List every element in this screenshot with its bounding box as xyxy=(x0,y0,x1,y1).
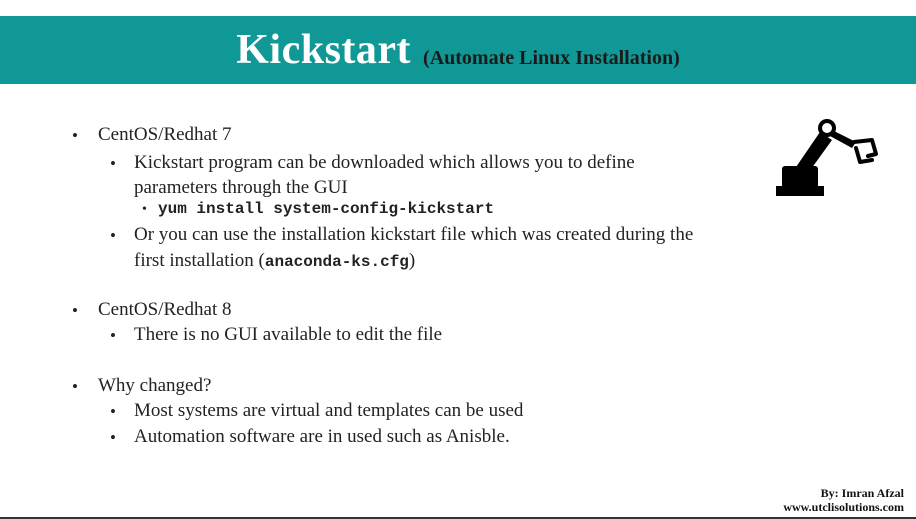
website-link[interactable]: www.utclisolutions.com xyxy=(783,500,904,514)
section-heading-1: CentOS/Redhat 7 xyxy=(98,124,232,145)
page-title: Kickstart xyxy=(236,27,412,73)
sub-bullet-marker: • xyxy=(110,326,116,345)
sub-bullet-marker: • xyxy=(110,428,116,447)
sub-bullet-marker: • xyxy=(110,154,116,173)
page-subtitle: (Automate Linux Installation) xyxy=(423,46,680,69)
robot-arm-icon xyxy=(772,118,878,200)
list-item: There is no GUI available to edit the file xyxy=(134,324,443,345)
bullet-marker: • xyxy=(72,377,78,396)
command-text: yum install system-config-kickstart xyxy=(158,200,495,218)
section-heading-3: Why changed? xyxy=(98,375,212,396)
footer-credits xyxy=(783,486,904,514)
list-item: Most systems are virtual and templates can be used xyxy=(134,400,524,421)
text-suffix: ) xyxy=(408,250,416,271)
bullet-marker: • xyxy=(72,301,78,320)
list-item: Kickstart program can be downloaded which allows you to define xyxy=(134,152,635,173)
list-item: Or you can use the installation kickstart file which was created during the xyxy=(134,224,694,245)
sub-bullet-marker: • xyxy=(110,226,116,245)
author-credit: By: Imran Afzal xyxy=(820,486,904,500)
section-heading-2: CentOS/Redhat 8 xyxy=(98,299,232,320)
sub-sub-bullet-marker: • xyxy=(142,202,147,217)
filename-code: anaconda-ks.cfg xyxy=(264,253,409,271)
bullet-marker: • xyxy=(72,126,78,145)
sub-bullet-marker: • xyxy=(110,402,116,421)
text-prefix: first installation ( xyxy=(134,250,265,271)
list-item-continuation: parameters through the GUI xyxy=(134,177,348,198)
list-item: Automation software are in used such as Anisble. xyxy=(134,426,510,447)
list-item-continuation xyxy=(134,250,415,272)
